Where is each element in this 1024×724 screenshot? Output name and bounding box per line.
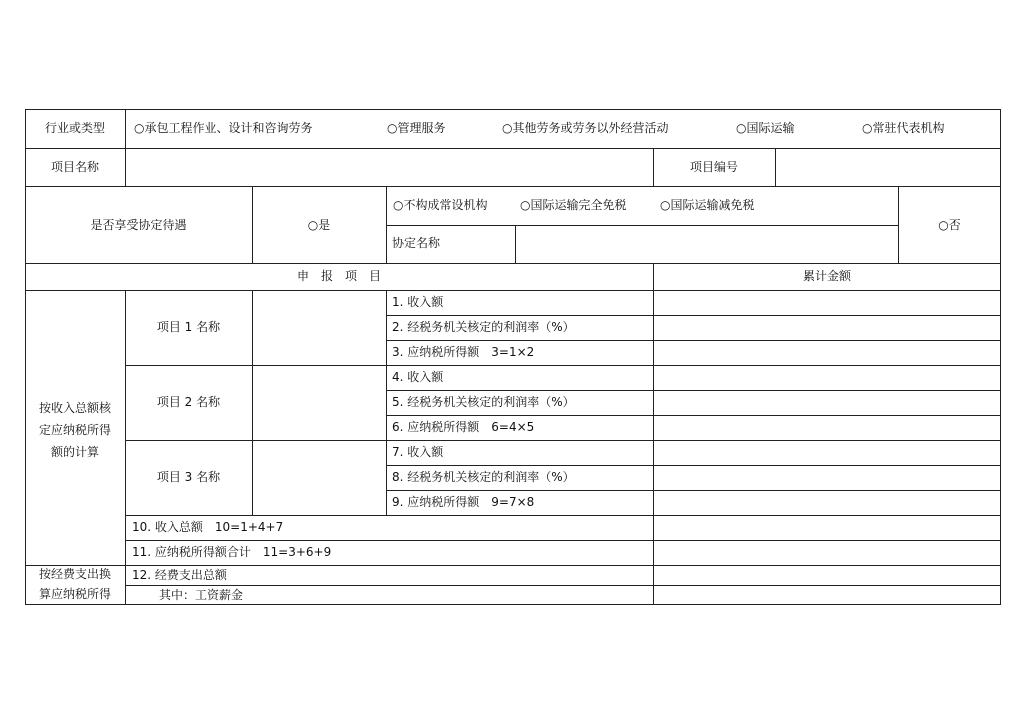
project-name-label: 项目名称 — [50, 160, 99, 174]
line-item: 5. 经税务机关核定的利润率（%） — [392, 395, 575, 409]
radio-contracting[interactable]: ○承包工程作业、设计和咨询劳务 — [134, 121, 313, 135]
rule — [386, 490, 1001, 491]
rule — [386, 225, 898, 226]
rule — [125, 290, 126, 605]
rule — [386, 465, 1001, 466]
rule — [25, 290, 1001, 291]
radio-yes[interactable]: ○是 — [307, 218, 331, 232]
rule — [125, 365, 1001, 366]
project-code-label: 项目编号 — [689, 160, 738, 174]
cumulative-amount-header: 累计金额 — [802, 269, 851, 283]
line-item: 4. 收入额 — [392, 370, 444, 384]
line-item-wages: 其中：工资薪金 — [159, 588, 244, 602]
line-item: 7. 收入额 — [392, 445, 444, 459]
rule — [25, 263, 1001, 264]
radio-management[interactable]: ○管理服务 — [387, 121, 446, 135]
rule — [386, 415, 1001, 416]
rule — [386, 290, 387, 515]
radio-representative-office[interactable]: ○常驻代表机构 — [862, 121, 945, 135]
project-3-name-label: 项目 3 名称 — [156, 470, 221, 484]
tax-declaration-table — [25, 109, 1001, 605]
declaration-items-header: 申 报 项 目 — [296, 269, 381, 283]
radio-transport-reduction[interactable]: ○国际运输减免税 — [660, 198, 755, 212]
rule — [125, 515, 1001, 516]
rule — [386, 340, 1001, 341]
rule — [125, 440, 1001, 441]
rule — [252, 290, 253, 515]
line-item-total-revenue: 10. 收入总额 10=1+4+7 — [132, 520, 284, 534]
project-1-name-label: 项目 1 名称 — [156, 320, 221, 334]
industry-type-label: 行业或类型 — [44, 121, 105, 135]
rule — [125, 540, 1001, 541]
rule — [386, 315, 1001, 316]
radio-international-transport[interactable]: ○国际运输 — [736, 121, 795, 135]
line-item: 1. 收入额 — [392, 295, 444, 309]
rule — [386, 390, 1001, 391]
rule — [125, 585, 1001, 586]
treaty-benefit-label: 是否享受协定待遇 — [90, 218, 187, 232]
rule — [653, 263, 654, 605]
radio-other-services[interactable]: ○其他劳务或劳务以外经营活动 — [502, 121, 669, 135]
section-expense-label: 按经费支出换 算应纳税所得 — [38, 567, 111, 601]
rule — [386, 186, 387, 263]
line-item-total-taxable: 11. 应纳税所得额合计 11=3+6+9 — [132, 545, 332, 559]
radio-no-permanent-establishment[interactable]: ○不构成常设机构 — [393, 198, 488, 212]
rule — [25, 186, 1001, 187]
rule — [25, 109, 1001, 110]
section-revenue-label: 按收入总额核 定应纳税所得 额的计算 — [38, 401, 111, 459]
radio-transport-full-exemption[interactable]: ○国际运输完全免税 — [520, 198, 627, 212]
rule — [775, 148, 776, 186]
line-item: 6. 应纳税所得额 6=4×5 — [392, 420, 535, 434]
line-item: 8. 经税务机关核定的利润率（%） — [392, 470, 575, 484]
line-item: 9. 应纳税所得额 9=7×8 — [392, 495, 535, 509]
rule — [25, 604, 1001, 605]
radio-no[interactable]: ○否 — [938, 218, 961, 232]
rule — [1000, 109, 1001, 605]
rule — [25, 565, 1001, 566]
project-2-name-label: 项目 2 名称 — [156, 395, 221, 409]
rule — [25, 109, 26, 605]
rule — [515, 225, 516, 263]
line-item: 2. 经税务机关核定的利润率（%） — [392, 320, 575, 334]
rule — [125, 109, 126, 186]
line-item-expense-total: 12. 经费支出总额 — [132, 568, 227, 582]
rule — [25, 148, 1001, 149]
agreement-name-label: 协定名称 — [392, 236, 441, 250]
line-item: 3. 应纳税所得额 3=1×2 — [392, 345, 535, 359]
